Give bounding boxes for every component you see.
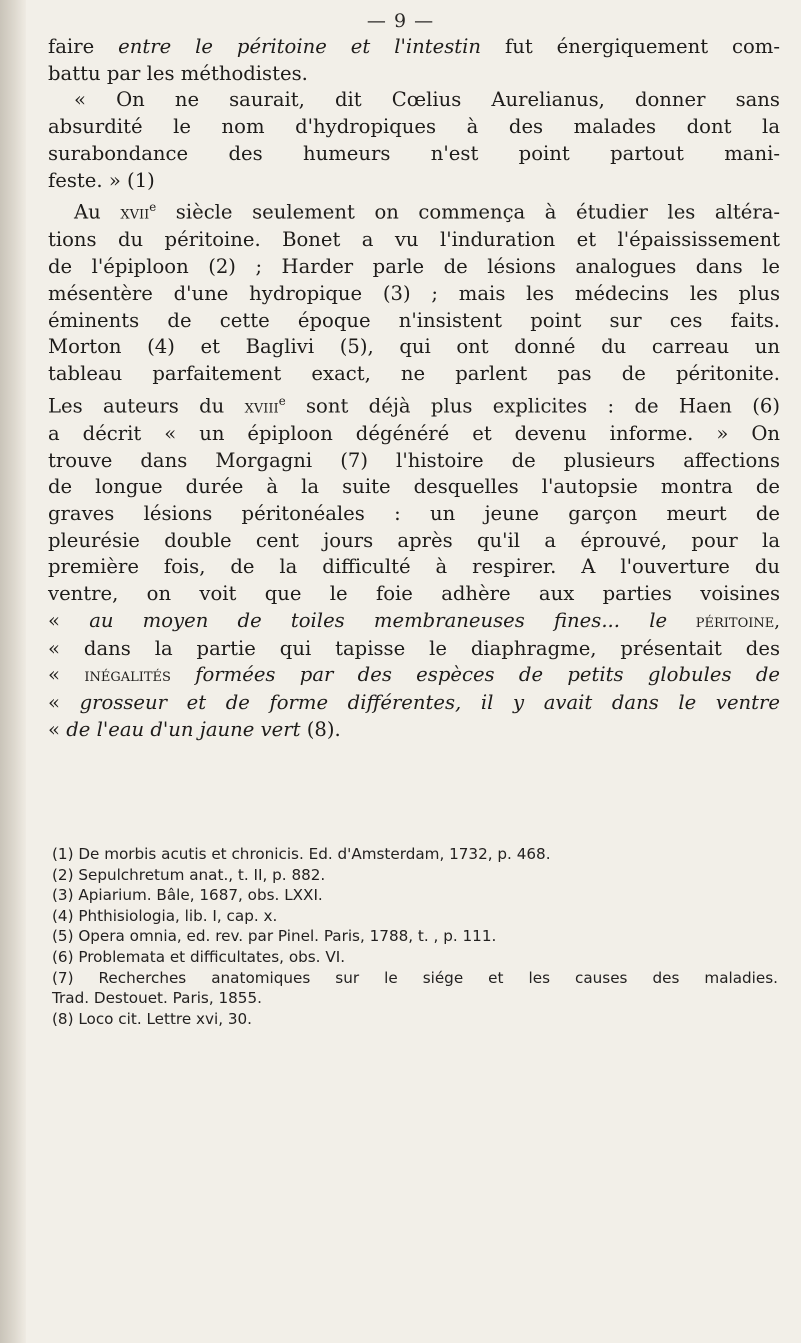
footnote-2: (2) Sepulchretum anat., t. II, p. 882. [52,865,326,884]
text-line: « grosseur et de forme différentes, il y avait dans le ventre [48,690,780,714]
paragraph-1 [48,34,780,87]
footnote-6: (6) Problemata et difficultates, obs. VI. [52,947,346,966]
text-line: pleurésie double cent jours après qu'il a éprouvé, pour la [48,528,780,552]
page-number: — 9 — [366,10,435,32]
text-line: battu par les méthodistes. [48,61,308,85]
text-line: « inégalités formées par des espèces de petits globules de [48,663,781,687]
text-line: de longue durée à la suite desquelles l'autopsie montra de [48,475,780,499]
text-line: « dans la partie qui tapisse le diaphragme, présentait des [48,636,780,660]
footnote-5: (5) Opera omnia, ed. rev. par Pinel. Paris, 1788, t. , p. 111. [52,927,497,946]
paragraph-2 [48,87,780,194]
text-line: Au xvii$^e$ siècle seulement on commença à étudier les altéra- [74,200,780,224]
text-line: « On ne saurait, dit Cœlius Aurelianus, donner sans [74,88,780,112]
text-line: trouve dans Morgagni (7) l'histoire de plusieurs affections [48,448,780,472]
text-line: tableau parfaitement exact, ne parlent pas de péritonite. [48,361,780,385]
text-line: a décrit « un épiploon dégénéré et devenu informe. » On [48,421,780,445]
text-line: « au moyen de toiles membraneuses fines... le péritoine, [48,608,780,632]
text-line: éminents de cette époque n'insistent point sur ces faits. [48,308,780,332]
paragraph-3 [48,194,780,743]
text-line: surabondance des humeurs n'est point partout mani- [48,141,780,165]
text-line: graves lésions péritonéales : un jeune garçon meurt de [48,502,780,526]
footnote-8: (8) Loco cit. Lettre xvi, 30. [52,1009,253,1028]
book-spine-shadow [0,0,26,1343]
footnote-3: (3) Apiarium. Bâle, 1687, obs. LXXI. [52,886,323,905]
main-text [48,34,780,743]
text-line: tions du péritoine. Bonet a vu l'induration et l'épaississement [48,228,780,252]
text-line: Morton (4) et Baglivi (5), qui ont donné du carreau un [48,335,780,359]
text-line: de l'épiploon (2) ; Harder parle de lésions analogues dans le [48,255,780,279]
footnote-7: (7) Recherches anatomiques sur le siége et les causes des maladies. [52,968,778,987]
text-line: absurdité le nom d'hydropiques à des malades dont la [48,115,780,139]
footnote-4: (4) Phthisiologia, lib. I, cap. x. [52,906,278,925]
footnotes [52,844,778,1029]
text-line: faire entre le péritoine et l'intestin fut énergiquement com- [48,35,780,58]
text-line: ventre, on voit que le foie adhère aux parties voisines [48,582,780,606]
footnote-1: (1) De morbis acutis et chronicis. Ed. d'Amsterdam, 1732, p. 468. [52,845,551,863]
text-line: mésentère d'une hydropique (3) ; mais les médecins les plus [48,281,780,305]
text-line: Les auteurs du xviii$^e$ sont déjà plus explicites : de Haen (6) [48,393,781,418]
text-line: feste. » (1) [48,168,155,192]
text-line: « de l'eau d'un jaune vert (8). [48,717,341,741]
text-line: première fois, de la difficulté à respirer. A l'ouverture du [48,555,780,579]
footnote-7-continuation: Trad. Destouet. Paris, 1855. [52,989,262,1008]
